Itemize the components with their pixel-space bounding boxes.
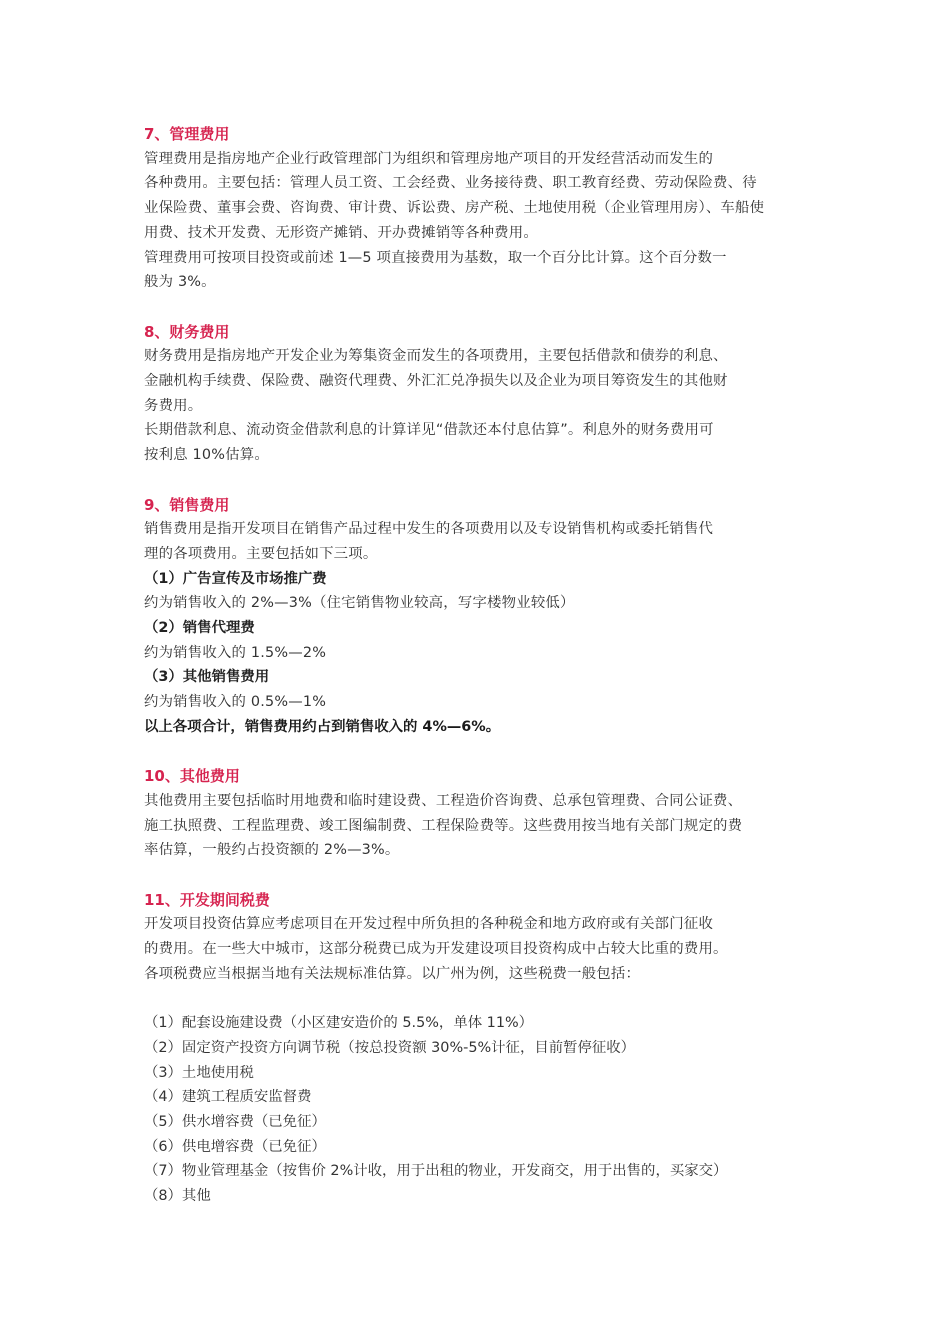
- paragraph-line: 长期借款利息、流动资金借款利息的计算详见“借款还本付息估算”。利息外的财务费用可: [144, 422, 714, 439]
- section-sales-fees: [144, 493, 810, 740]
- paragraph-line: 般为 3%。: [144, 274, 216, 291]
- paragraph-line: 务费用。: [144, 397, 203, 414]
- paragraph-line: 按利息 10%估算。: [144, 447, 269, 464]
- item-text: 约为销售收入的 1.5%—2%: [144, 644, 327, 661]
- paragraph-line: 财务费用是指房地产开发企业为筹集资金而发生的各项费用，主要包括借款和债券的利息、: [144, 348, 728, 365]
- paragraph-line: 管理费用可按项目投资或前述 1—5 项直接费用为基数，取一个百分比计算。这个百分数一: [144, 249, 727, 266]
- list-item: （1）配套设施建设费（小区建安造价的 5.5%，单体 11%）: [144, 1015, 534, 1032]
- list-item: （6）供电增容费（已免征）: [144, 1138, 326, 1155]
- paragraph-line: 理的各项费用。主要包括如下三项。: [144, 545, 378, 562]
- list-item: （7）物业管理基金（按售价 2%计收，用于出租的物业，开发商交，用于出售的，买家交）: [144, 1163, 728, 1180]
- section-heading: 9、销售费用: [144, 495, 230, 514]
- item-text: 约为销售收入的 2%—3%（住宅销售物业较高，写字楼物业较低）: [144, 595, 575, 612]
- paragraph-line: 销售费用是指开发项目在销售产品过程中发生的各项费用以及专设销售机构或委托销售代: [144, 521, 714, 538]
- paragraph-line: 率估算，一般约占投资额的 2%—3%。: [144, 842, 400, 859]
- spacer: [144, 295, 810, 320]
- list-item: （8）其他: [144, 1188, 211, 1205]
- paragraph-line: 业保险费、董事会费、咨询费、审计费、诉讼费、房产税、土地使用税（企业管理用房）、车船使: [144, 200, 765, 217]
- list-item: （4）建筑工程质安监督费: [144, 1089, 312, 1106]
- spacer: [144, 987, 810, 1012]
- paragraph-line: 各项税费应当根据当地有关法规标准估算。以广州为例，这些税费一般包括：: [144, 965, 641, 982]
- paragraph-line: 金融机构手续费、保险费、融资代理费、外汇汇兑净损失以及企业为项目筹资发生的其他财: [144, 373, 728, 390]
- document-page: [144, 122, 810, 1209]
- section-development-taxes: [144, 888, 810, 1209]
- paragraph-line: 各种费用。主要包括：管理人员工资、工会经费、业务接待费、职工教育经费、劳动保险费、待: [144, 175, 757, 192]
- list-item: （3）土地使用税: [144, 1064, 254, 1081]
- paragraph-line: 其他费用主要包括临时用地费和临时建设费、工程造价咨询费、总承包管理费、合同公证费、: [144, 792, 743, 809]
- item-title: （3）其他销售费用: [144, 669, 270, 686]
- paragraph-line: 的费用。在一些大中城市，这部分税费已成为开发建设项目投资构成中占较大比重的费用。: [144, 941, 728, 958]
- spacer: [144, 468, 810, 493]
- item-text: 约为销售收入的 0.5%—1%: [144, 694, 327, 711]
- section-management-fees: [144, 122, 810, 295]
- list-item: （5）供水增容费（已免征）: [144, 1114, 326, 1131]
- summary-line: 以上各项合计，销售费用约占到销售收入的 4%—6%。: [144, 718, 501, 735]
- paragraph-line: 管理费用是指房地产企业行政管理部门为组织和管理房地产项目的开发经营活动而发生的: [144, 150, 714, 167]
- section-heading: 10、其他费用: [144, 767, 240, 786]
- section-heading: 8、财务费用: [144, 322, 230, 341]
- item-title: （2）销售代理费: [144, 620, 255, 637]
- section-heading: 11、开发期间税费: [144, 890, 270, 909]
- paragraph-line: 用费、技术开发费、无形资产摊销、开办费摊销等各种费用。: [144, 224, 538, 241]
- paragraph-line: 施工执照费、工程监理费、竣工图编制费、工程保险费等。这些费用按当地有关部门规定的费: [144, 817, 743, 834]
- spacer: [144, 740, 810, 765]
- list-item: （2）固定资产投资方向调节税（按总投资额 30%-5%计征，目前暂停征收）: [144, 1039, 636, 1056]
- section-heading: 7、管理费用: [144, 125, 230, 143]
- item-title: （1）广告宣传及市场推广费: [144, 570, 327, 587]
- paragraph-line: 开发项目投资估算应考虑项目在开发过程中所负担的各种税金和地方政府或有关部门征收: [144, 916, 714, 933]
- section-other-fees: [144, 764, 810, 863]
- section-finance-fees: [144, 320, 810, 468]
- spacer: [144, 863, 810, 888]
